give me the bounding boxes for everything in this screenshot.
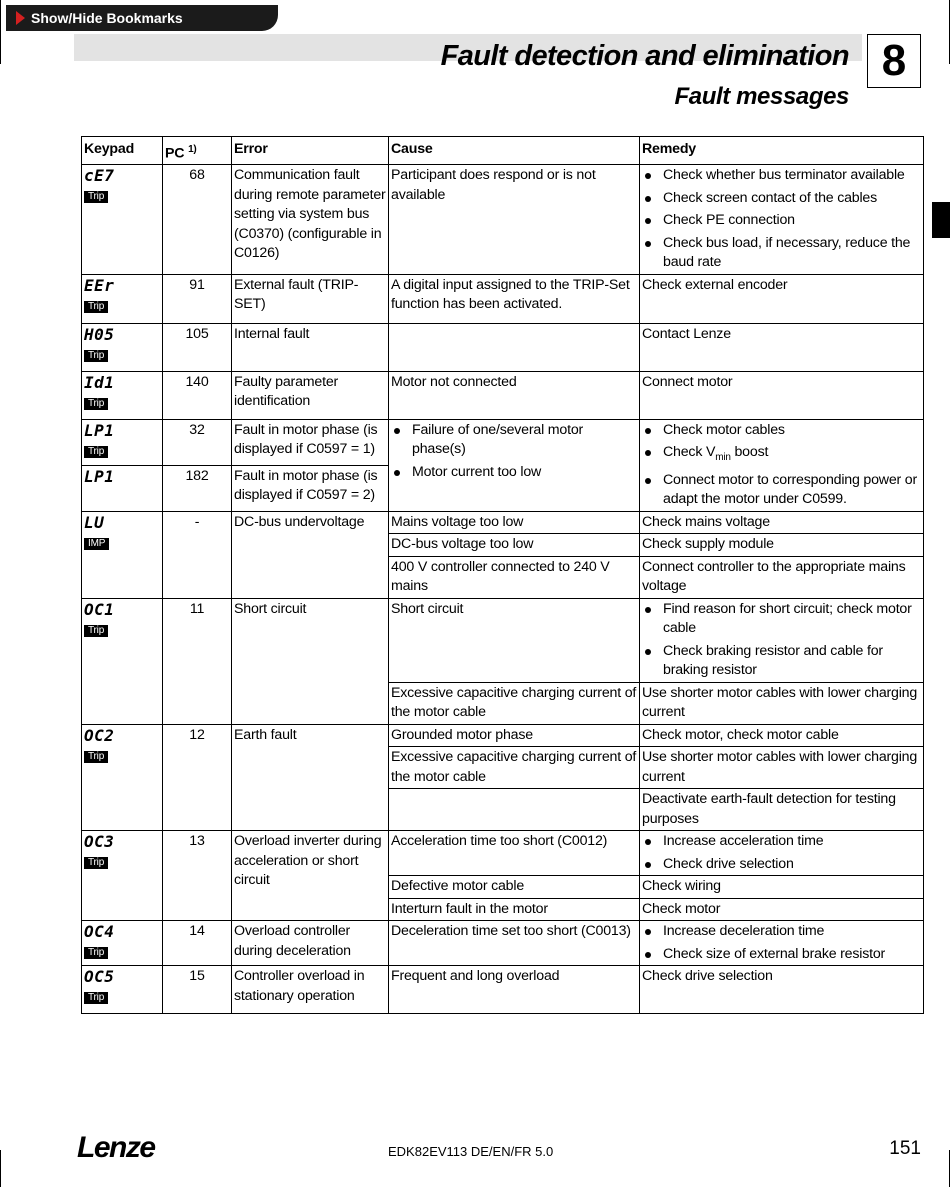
status-badge: Trip <box>84 446 108 458</box>
cause-cell: Excessive capacitive charging current of the motor cable <box>389 682 640 724</box>
status-badge: Trip <box>84 350 108 362</box>
list-item: Check drive selection <box>642 855 921 875</box>
table-row <box>82 165 924 275</box>
document-id: EDK82EV113 DE/EN/FR 5.0 <box>388 1144 554 1159</box>
keypad-cell <box>82 831 163 921</box>
status-badge: Trip <box>84 301 108 313</box>
remedy-cell <box>640 598 924 682</box>
pc-cell: 12 <box>163 724 232 831</box>
list-item <box>642 443 921 467</box>
cause-cell: Interturn fault in the motor <box>389 898 640 921</box>
pc-cell: 91 <box>163 274 232 323</box>
cause-cell: DC-bus voltage too low <box>389 534 640 557</box>
table-row <box>82 598 924 682</box>
remedy-cell: Check supply module <box>640 534 924 557</box>
cause-cell <box>389 419 640 511</box>
header-pc-label: PC <box>165 145 185 162</box>
pc-cell: 14 <box>163 921 232 966</box>
table-row <box>82 371 924 419</box>
remedy-list <box>642 421 921 510</box>
list-item: Check motor cables <box>642 421 921 441</box>
header-pc-footnote: 1) <box>188 144 197 155</box>
keypad-cell <box>82 274 163 323</box>
header-error: Error <box>232 137 389 165</box>
keypad-code: OC3 <box>84 832 115 852</box>
keypad-cell <box>82 165 163 275</box>
page-number: 151 <box>889 1138 921 1159</box>
cause-cell: Deceleration time set too short (C0013) <box>389 921 640 966</box>
keypad-cell <box>82 323 163 371</box>
keypad-cell <box>82 921 163 966</box>
keypad-code: cE7 <box>84 166 115 186</box>
error-cell: Controller overload in stationary operation <box>232 966 389 1014</box>
status-badge: Trip <box>84 947 108 959</box>
triangle-right-icon <box>16 11 25 25</box>
cause-list <box>391 421 637 483</box>
list-item: Failure of one/several motor phase(s) <box>391 421 637 460</box>
keypad-code: EEr <box>84 275 115 295</box>
remedy-text: boost <box>730 444 769 461</box>
status-badge: IMP <box>84 538 109 550</box>
show-hide-bookmarks-label: Show/Hide Bookmarks <box>31 10 183 26</box>
error-cell: Short circuit <box>232 598 389 724</box>
table-row <box>82 419 924 465</box>
status-badge: Trip <box>84 625 108 637</box>
remedy-cell: Check mains voltage <box>640 511 924 534</box>
cause-cell: A digital input assigned to the TRIP-Set function has been activated. <box>389 274 640 323</box>
remedy-cell: Connect motor <box>640 371 924 419</box>
list-item: Increase acceleration time <box>642 832 921 852</box>
cause-cell: Defective motor cable <box>389 876 640 899</box>
crop-mark-bottom-left <box>0 1150 1 1187</box>
lenze-logo: Lenze <box>77 1131 155 1164</box>
pc-cell: 11 <box>163 598 232 724</box>
table-row <box>82 274 924 323</box>
remedy-list <box>642 922 921 964</box>
fault-messages-table <box>81 136 924 1014</box>
keypad-cell <box>82 371 163 419</box>
remedy-cell <box>640 419 924 511</box>
remedy-cell: Deactivate earth-fault detection for testing purposes <box>640 789 924 831</box>
list-item: Check whether bus terminator available <box>642 166 921 186</box>
header-cause: Cause <box>389 137 640 165</box>
remedy-list <box>642 166 921 273</box>
status-badge: Trip <box>84 751 108 763</box>
pc-cell: 182 <box>163 465 232 511</box>
table-header-row <box>82 137 924 165</box>
crop-mark-top-left <box>0 0 1 64</box>
keypad-cell <box>82 724 163 831</box>
table-row <box>82 831 924 876</box>
remedy-cell: Check external encoder <box>640 274 924 323</box>
error-cell: DC-bus undervoltage <box>232 511 389 598</box>
list-item: Check bus load, if necessary, reduce the baud rate <box>642 234 921 273</box>
remedy-cell: Check drive selection <box>640 966 924 1014</box>
keypad-cell <box>82 511 163 598</box>
remedy-list <box>642 832 921 874</box>
pc-cell: 105 <box>163 323 232 371</box>
list-item: Check PE connection <box>642 211 921 231</box>
keypad-code: OC4 <box>84 922 115 942</box>
show-hide-bookmarks-button[interactable] <box>6 5 278 31</box>
chapter-number: 8 <box>867 34 921 88</box>
status-badge: Trip <box>84 992 108 1004</box>
pc-cell: 68 <box>163 165 232 275</box>
keypad-code: OC5 <box>84 967 115 987</box>
table-row <box>82 966 924 1014</box>
status-badge: Trip <box>84 191 108 203</box>
error-cell: Faulty parameter identification <box>232 371 389 419</box>
remedy-cell: Contact Lenze <box>640 323 924 371</box>
pc-cell: - <box>163 511 232 598</box>
remedy-text: Check V <box>663 444 716 461</box>
remedy-cell: Check motor <box>640 898 924 921</box>
cause-cell <box>389 323 640 371</box>
error-cell: Earth fault <box>232 724 389 831</box>
keypad-code: LU <box>84 512 105 532</box>
table-row <box>82 511 924 534</box>
remedy-cell <box>640 921 924 966</box>
list-item: Motor current too low <box>391 463 637 483</box>
error-cell: Overload controller during deceleration <box>232 921 389 966</box>
remedy-cell: Check motor, check motor cable <box>640 724 924 747</box>
chapter-tab-marker <box>932 202 950 238</box>
header-pc <box>163 137 232 165</box>
keypad-code: Id1 <box>84 372 115 392</box>
pc-cell: 13 <box>163 831 232 921</box>
remedy-subscript: min <box>715 452 731 464</box>
status-badge: Trip <box>84 857 108 869</box>
cause-cell: Participant does respond or is not available <box>389 165 640 275</box>
keypad-cell <box>82 966 163 1014</box>
cause-cell: Short circuit <box>389 598 640 682</box>
error-cell: Communication fault during remote parameter setting via system bus (C0370) (configurable in C0126) <box>232 165 389 275</box>
cause-cell: Motor not connected <box>389 371 640 419</box>
header-keypad: Keypad <box>82 137 163 165</box>
list-item: Find reason for short circuit; check motor cable <box>642 600 921 639</box>
cause-cell: Excessive capacitive charging current of the motor cable <box>389 747 640 789</box>
status-badge: Trip <box>84 398 108 410</box>
header-remedy: Remedy <box>640 137 924 165</box>
error-cell: External fault (TRIP-SET) <box>232 274 389 323</box>
list-item: Check braking resistor and cable for braking resistor <box>642 642 921 681</box>
page-subtitle: Fault messages <box>674 83 849 110</box>
table-row <box>82 323 924 371</box>
page-title: Fault detection and elimination <box>440 40 849 72</box>
table-row <box>82 724 924 747</box>
remedy-cell: Check wiring <box>640 876 924 899</box>
remedy-cell: Use shorter motor cables with lower charging current <box>640 682 924 724</box>
list-item: Connect motor to corresponding power or adapt the motor under C0599. <box>642 471 921 510</box>
keypad-code: OC1 <box>84 599 115 619</box>
cause-cell: Mains voltage too low <box>389 511 640 534</box>
list-item: Check size of external brake resistor <box>642 945 921 965</box>
error-cell: Internal fault <box>232 323 389 371</box>
keypad-code: OC2 <box>84 725 115 745</box>
remedy-cell: Use shorter motor cables with lower charging current <box>640 747 924 789</box>
table-row <box>82 921 924 966</box>
list-item: Check screen contact of the cables <box>642 189 921 209</box>
cause-cell: Frequent and long overload <box>389 966 640 1014</box>
cause-cell: 400 V controller connected to 240 V mains <box>389 556 640 598</box>
cause-cell: Acceleration time too short (C0012) <box>389 831 640 876</box>
keypad-code: LP1 <box>84 420 115 440</box>
keypad-cell <box>82 465 163 511</box>
keypad-code: LP1 <box>84 466 115 486</box>
remedy-cell <box>640 831 924 876</box>
pc-cell: 32 <box>163 419 232 465</box>
remedy-list <box>642 600 921 681</box>
cause-cell: Grounded motor phase <box>389 724 640 747</box>
cause-cell <box>389 789 640 831</box>
pc-cell: 140 <box>163 371 232 419</box>
keypad-cell <box>82 419 163 465</box>
pc-cell: 15 <box>163 966 232 1014</box>
error-cell: Fault in motor phase (is displayed if C0597 = 2) <box>232 465 389 511</box>
error-cell: Fault in motor phase (is displayed if C0597 = 1) <box>232 419 389 465</box>
keypad-cell <box>82 598 163 724</box>
remedy-cell: Connect controller to the appropriate mains voltage <box>640 556 924 598</box>
remedy-cell <box>640 165 924 275</box>
keypad-code: H05 <box>84 324 115 344</box>
list-item: Increase deceleration time <box>642 922 921 942</box>
error-cell: Overload inverter during acceleration or short circuit <box>232 831 389 921</box>
